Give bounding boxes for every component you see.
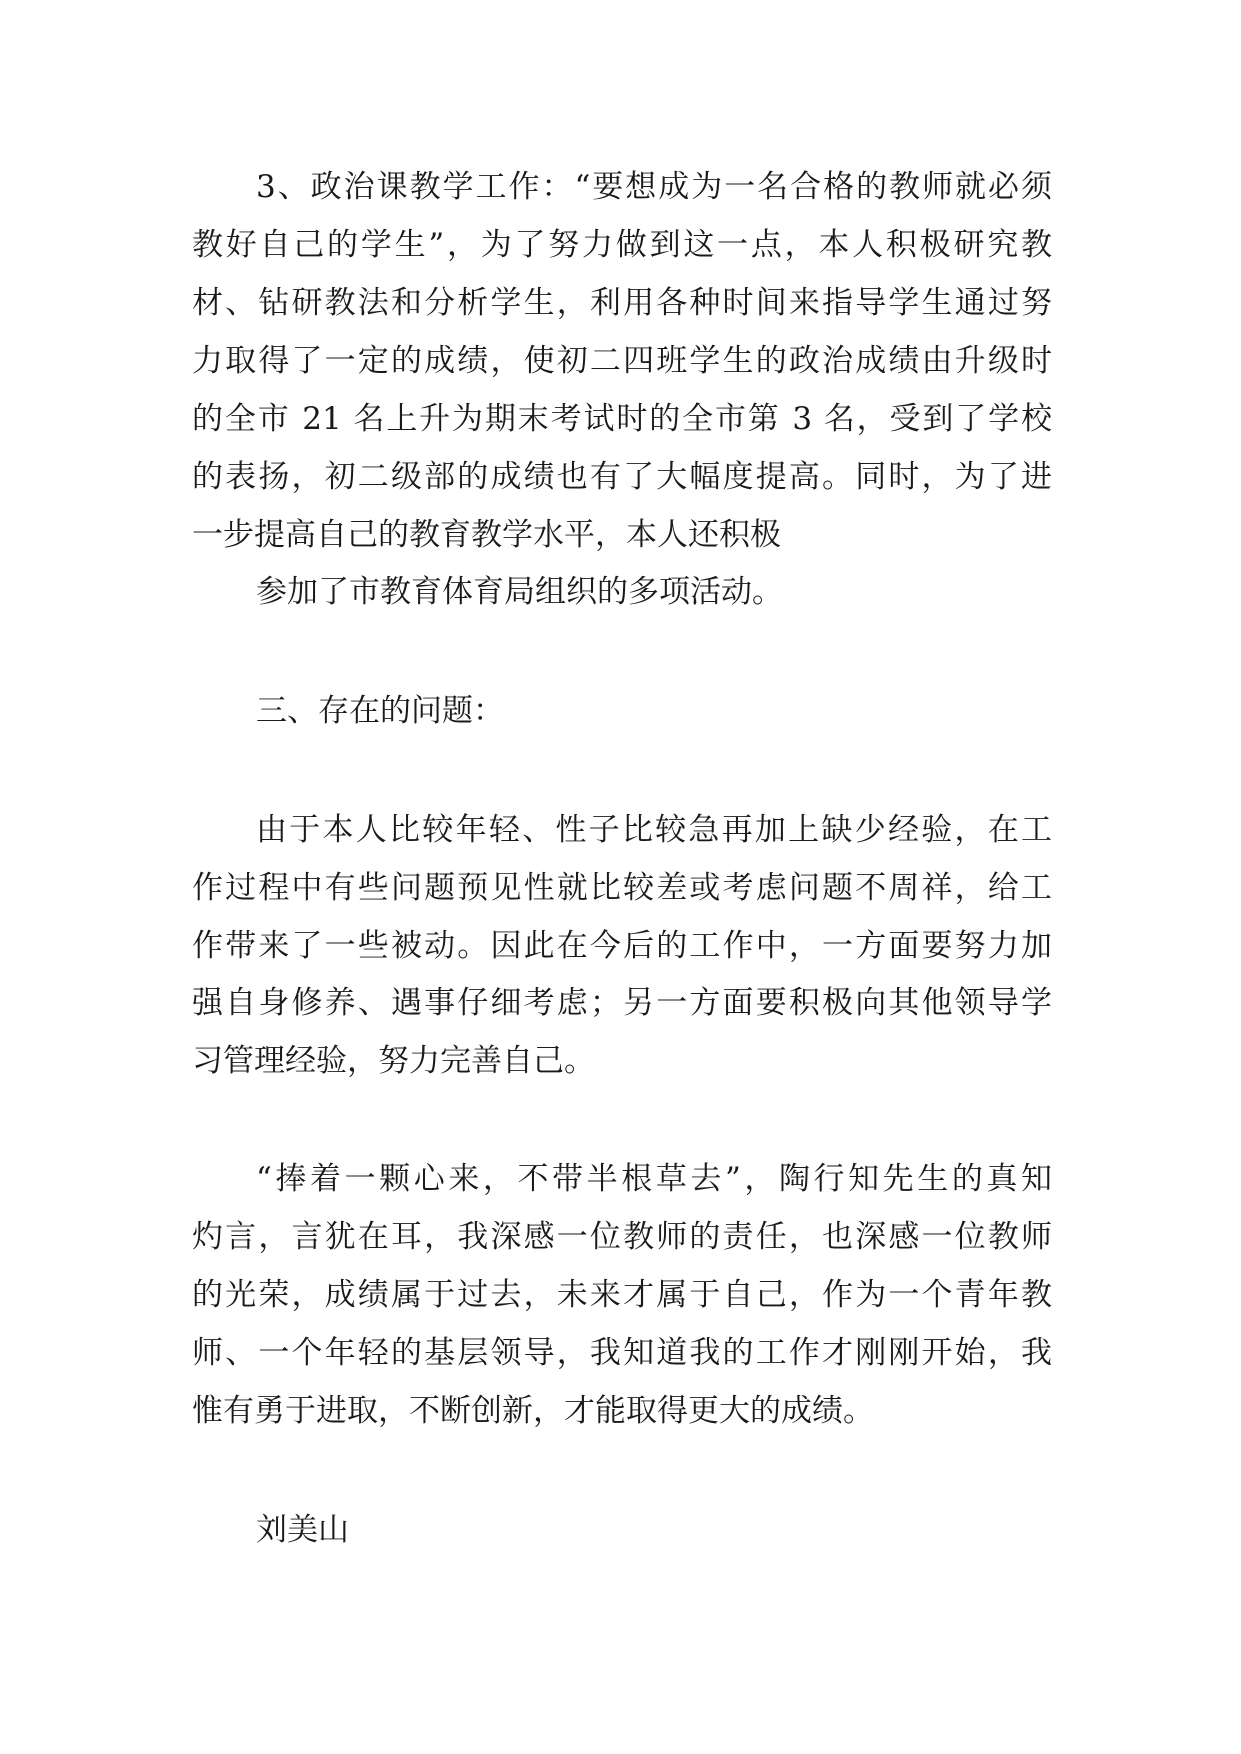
section-heading: 三、存在的问题： (256, 693, 504, 729)
paragraph-line: 的光荣，成绩属于过去，未来才属于自己，作为一个青年教 (192, 1277, 1052, 1313)
paragraph-line: 参加了市教育体育局组织的多项活动。 (256, 574, 783, 610)
paragraph-line: 由于本人比较年轻、性子比较急再加上缺少经验，在工 (256, 812, 1052, 848)
paragraph-line: 习管理经验，努力完善自己。 (192, 1043, 595, 1079)
paragraph-line: 作过程中有些问题预见性就比较差或考虑问题不周祥，给工 (192, 870, 1052, 906)
signature: 刘美山 (256, 1512, 349, 1548)
paragraph-line: 教好自己的学生”，为了努力做到这一点，本人积极研究教 (192, 227, 1052, 263)
paragraph-line: 材、钻研教法和分析学生，利用各种时间来指导学生通过努 (192, 285, 1052, 321)
paragraph-line: 师、一个年轻的基层领导，我知道我的工作才刚刚开始，我 (192, 1335, 1052, 1371)
paragraph-line: 力取得了一定的成绩，使初二四班学生的政治成绩由升级时 (192, 343, 1052, 379)
paragraph-line: 强自身修养、遇事仔细考虑；另一方面要积极向其他领导学 (192, 985, 1052, 1021)
paragraph-line: “捧着一颗心来，不带半根草去”，陶行知先生的真知 (256, 1161, 1052, 1197)
paragraph-line: 的表扬，初二级部的成绩也有了大幅度提高。同时，为了进 (192, 459, 1052, 495)
paragraph-line: 灼言，言犹在耳，我深感一位教师的责任，也深感一位教师 (192, 1219, 1052, 1255)
paragraph-line: 惟有勇于进取，不断创新，才能取得更大的成绩。 (192, 1393, 874, 1429)
paragraph-line: 3、政治课教学工作：“要想成为一名合格的教师就必须 (256, 169, 1052, 205)
paragraph-line: 作带来了一些被动。因此在今后的工作中，一方面要努力加 (192, 928, 1052, 964)
paragraph-line: 的全市 21 名上升为期末考试时的全市第 3 名，受到了学校 (192, 401, 1052, 437)
paragraph-line: 一步提高自己的教育教学水平，本人还积极 (192, 517, 781, 553)
